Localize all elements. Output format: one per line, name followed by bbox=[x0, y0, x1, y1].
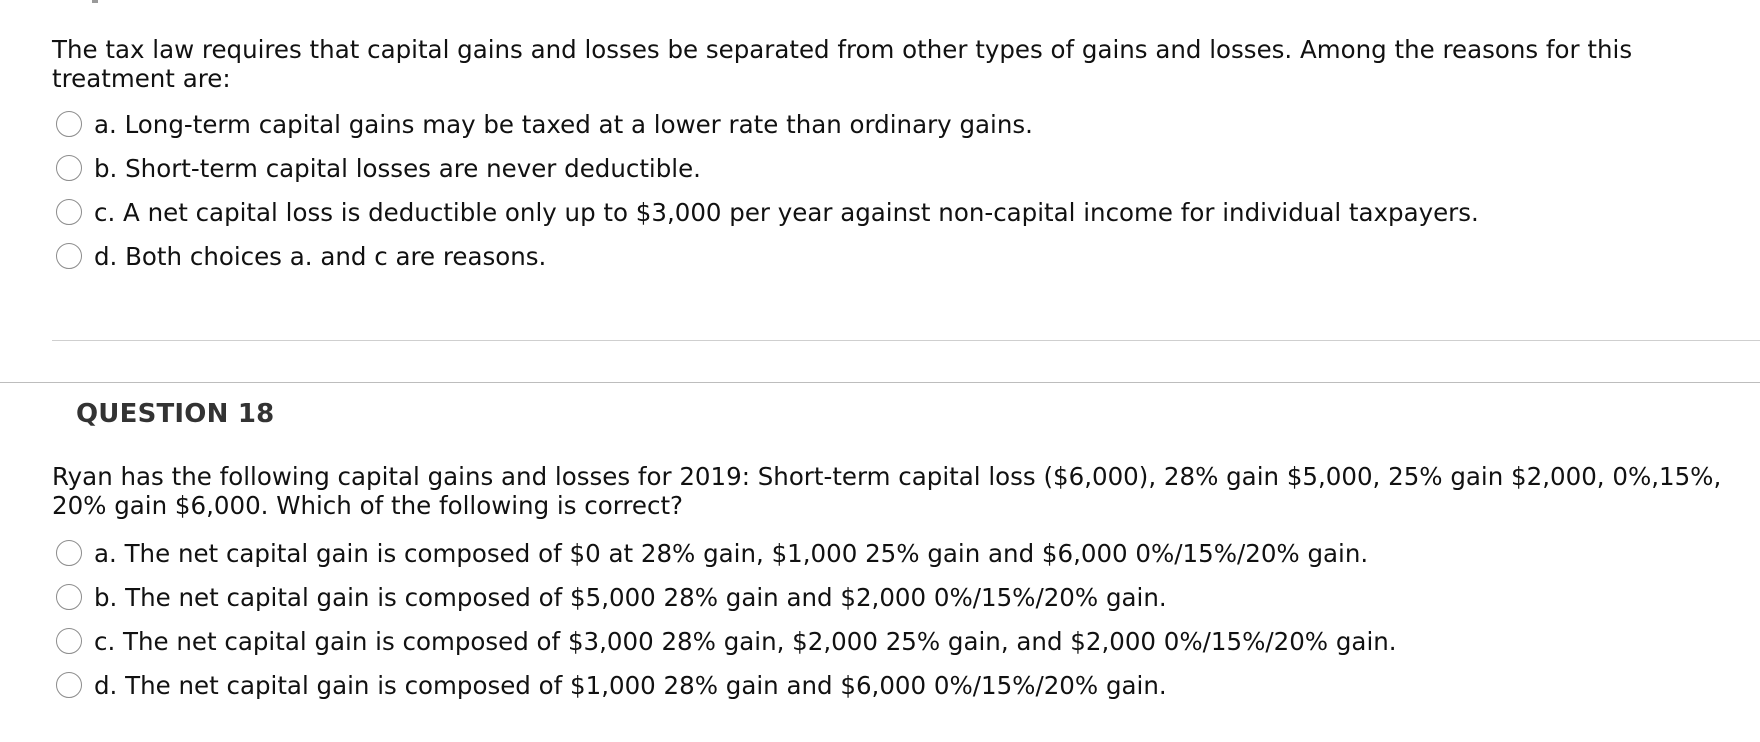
question-18-choice-a[interactable] bbox=[56, 531, 1397, 575]
choice-label: a. Long-term capital gains may be taxed at a lower rate than ordinary gains. bbox=[94, 109, 1033, 139]
question-17-header-remnant bbox=[92, 0, 98, 3]
radio-button[interactable] bbox=[56, 243, 82, 269]
radio-button[interactable] bbox=[56, 628, 82, 654]
radio-button[interactable] bbox=[56, 584, 82, 610]
radio-button[interactable] bbox=[56, 111, 82, 137]
choice-label: b. The net capital gain is composed of $5,000 28% gain and $2,000 0%/15%/20% gain. bbox=[94, 582, 1167, 612]
radio-button[interactable] bbox=[56, 155, 82, 181]
choice-label: c. The net capital gain is composed of $3,000 28% gain, $2,000 25% gain, and $2,000 0%/15%/20% gain. bbox=[94, 626, 1397, 656]
section-divider bbox=[0, 382, 1760, 383]
question-18-choice-c[interactable] bbox=[56, 619, 1397, 663]
choice-label: b. Short-term capital losses are never deductible. bbox=[94, 153, 701, 183]
question-17-choices bbox=[56, 102, 1479, 278]
choice-label: c. A net capital loss is deductible only up to $3,000 per year against non-capital income for individual taxpayers. bbox=[94, 197, 1479, 227]
question-divider bbox=[52, 340, 1760, 341]
choice-label: a. The net capital gain is composed of $0 at 28% gain, $1,000 25% gain and $6,000 0%/15%/20% gain. bbox=[94, 538, 1369, 568]
question-18-choice-b[interactable] bbox=[56, 575, 1397, 619]
question-18-prompt: Ryan has the following capital gains and losses for 2019: Short-term capital loss ($6,000), 28% gain $5,000, 25% gain $2,000, 0%,15%, 20% gain $6,000. Which of the following is correct? bbox=[52, 462, 1722, 520]
choice-label: d. Both choices a. and c are reasons. bbox=[94, 241, 547, 271]
question-18-heading: QUESTION 18 bbox=[76, 399, 275, 429]
question-17-prompt: The tax law requires that capital gains and losses be separated from other types of gains and losses. Among the reasons for this treatment are: bbox=[52, 35, 1633, 93]
choice-label: d. The net capital gain is composed of $1,000 28% gain and $6,000 0%/15%/20% gain. bbox=[94, 670, 1167, 700]
question-18-choice-d[interactable] bbox=[56, 663, 1397, 707]
question-17-choice-b[interactable] bbox=[56, 146, 1479, 190]
radio-button[interactable] bbox=[56, 199, 82, 225]
radio-button[interactable] bbox=[56, 540, 82, 566]
question-17-choice-a[interactable] bbox=[56, 102, 1479, 146]
question-18-choices bbox=[56, 531, 1397, 707]
question-17-choice-d[interactable] bbox=[56, 234, 1479, 278]
question-17-choice-c[interactable] bbox=[56, 190, 1479, 234]
radio-button[interactable] bbox=[56, 672, 82, 698]
